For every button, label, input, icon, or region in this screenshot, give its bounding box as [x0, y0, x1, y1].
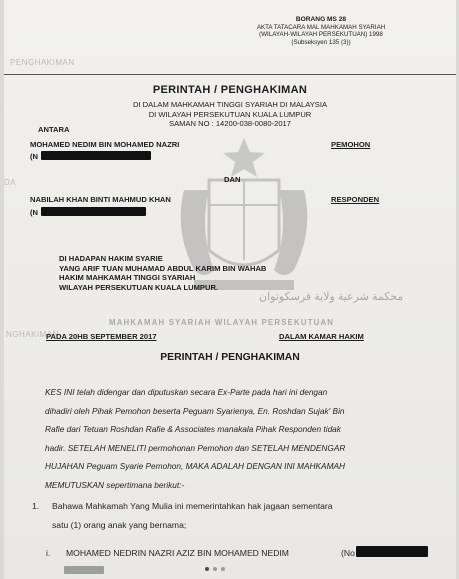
judge-line-2: YANG ARIF TUAN MUHAMAD ABDUL KARIM BIN WAHAB [59, 263, 267, 273]
respondent-id-prefix: (N [30, 208, 39, 217]
court-line-2: DI WILAYAH PERSEKUTUAN KUALA LUMPUR [148, 109, 312, 119]
body-line: dihadiri oleh Pihak Pemohon beserta Peguam Syarienya, En. Roshdan Sujak' Bin [45, 405, 345, 416]
order-venue: DALAM KAMAR HAKIM [279, 332, 364, 341]
petitioner-id-prefix: (N [30, 152, 39, 161]
order-title: PERINTAH / PENGHAKIMAN [160, 352, 300, 363]
child-name: MOHAMED NEDRIN NAZRI AZIZ BIN MOHAMED NEDIM [66, 548, 289, 558]
body-line: HUJAHAN Peguam Syarie Pemohon, MAKA ADALAH DENGAN INI MAHKAMAH [45, 461, 346, 472]
order-body [45, 383, 425, 495]
order-1-line-2: satu (1) orang anak yang bernama; [52, 520, 187, 530]
court-stamp-watermark: MAHKAMAH SYARIAH WILAYAH PERSEKUTUAN [109, 318, 335, 327]
body-line: hadir. SETELAH MENELITI permohonan Pemohon dan SETELAH MENDENGAR [45, 442, 346, 453]
form-number: BORANG MS 28 [295, 16, 347, 23]
body-line: MEMUTUSKAN sepertimana berikut:- [45, 479, 185, 490]
bleed-through-text: DA [4, 178, 17, 187]
respondent-id-redaction [41, 207, 146, 216]
bleed-through-text: NGHAKIMAN [6, 330, 59, 339]
act-line-1: AKTA TATACARA MAL MAHKAMAH SYARIAH [256, 23, 386, 31]
body-line: Rafie dari Tetuan Roshdan Rafie & Associates manakala Pihak Responden tidak [45, 424, 341, 435]
judge-line-1: DI HADAPAN HAKIM SYARIE [59, 254, 163, 263]
petitioner-name: MOHAMED NEDIM BIN MOHAMED NAZRI [30, 140, 180, 149]
court-stamp-arabic: محكمة شرعية ولاية فرسكوتوان [259, 291, 404, 303]
between-label: ANTARA [38, 125, 70, 134]
document-title: PERINTAH / PENGHAKIMAN [152, 84, 308, 96]
form-header [246, 16, 396, 46]
carousel-dot-1[interactable] [205, 567, 209, 571]
court-line-1: DI DALAM MAHKAMAH TINGGI SYARIAH DI MALAYSIA [132, 100, 328, 109]
bleed-through-text: PENGHAKIMAN [10, 58, 75, 67]
child-id-prefix: (No [341, 548, 355, 558]
court-block [4, 100, 456, 129]
petitioner-role: PEMOHON [331, 140, 371, 149]
order-date: PADA 20HB SEPTEMBER 2017 [46, 332, 157, 341]
header-divider [4, 74, 456, 75]
order-1-line-1: Bahawa Mahkamah Yang Mulia ini memerintahkan hak jagaan sementara [52, 501, 333, 511]
judge-block [59, 254, 266, 292]
child-id-redaction [356, 546, 428, 557]
act-section: (Subseksyen 135 (3)) [291, 38, 351, 46]
carousel-pagination[interactable] [205, 567, 225, 571]
body-line: KES INI telah didengar dan diputuskan secara Ex-Parte pada hari ini dengan [45, 387, 328, 397]
judge-line-3: HAKIM MAHKAMAH TINGGI SYARIAH [59, 273, 196, 283]
document-page [4, 0, 456, 579]
child-number: i. [46, 548, 51, 558]
act-line-2: (WILAYAH-WILAYAH PERSEKUTUAN) 1998 [259, 31, 383, 39]
respondent-role: RESPONDEN [331, 195, 380, 204]
judge-line-4: WILAYAH PERSEKUTUAN KUALA LUMPUR. [59, 282, 219, 292]
order-1-number: 1. [32, 501, 40, 511]
carousel-dot-3[interactable] [221, 567, 225, 571]
case-number: SAMAN NO : 14200-038-0080-2017 [169, 119, 291, 129]
cropped-redaction [64, 566, 104, 574]
petitioner-id-redaction [41, 151, 151, 160]
carousel-dot-2[interactable] [213, 567, 217, 571]
respondent-name: NABILAH KHAN BINTI MAHMUD KHAN [30, 195, 171, 204]
and-label: DAN [224, 175, 241, 184]
